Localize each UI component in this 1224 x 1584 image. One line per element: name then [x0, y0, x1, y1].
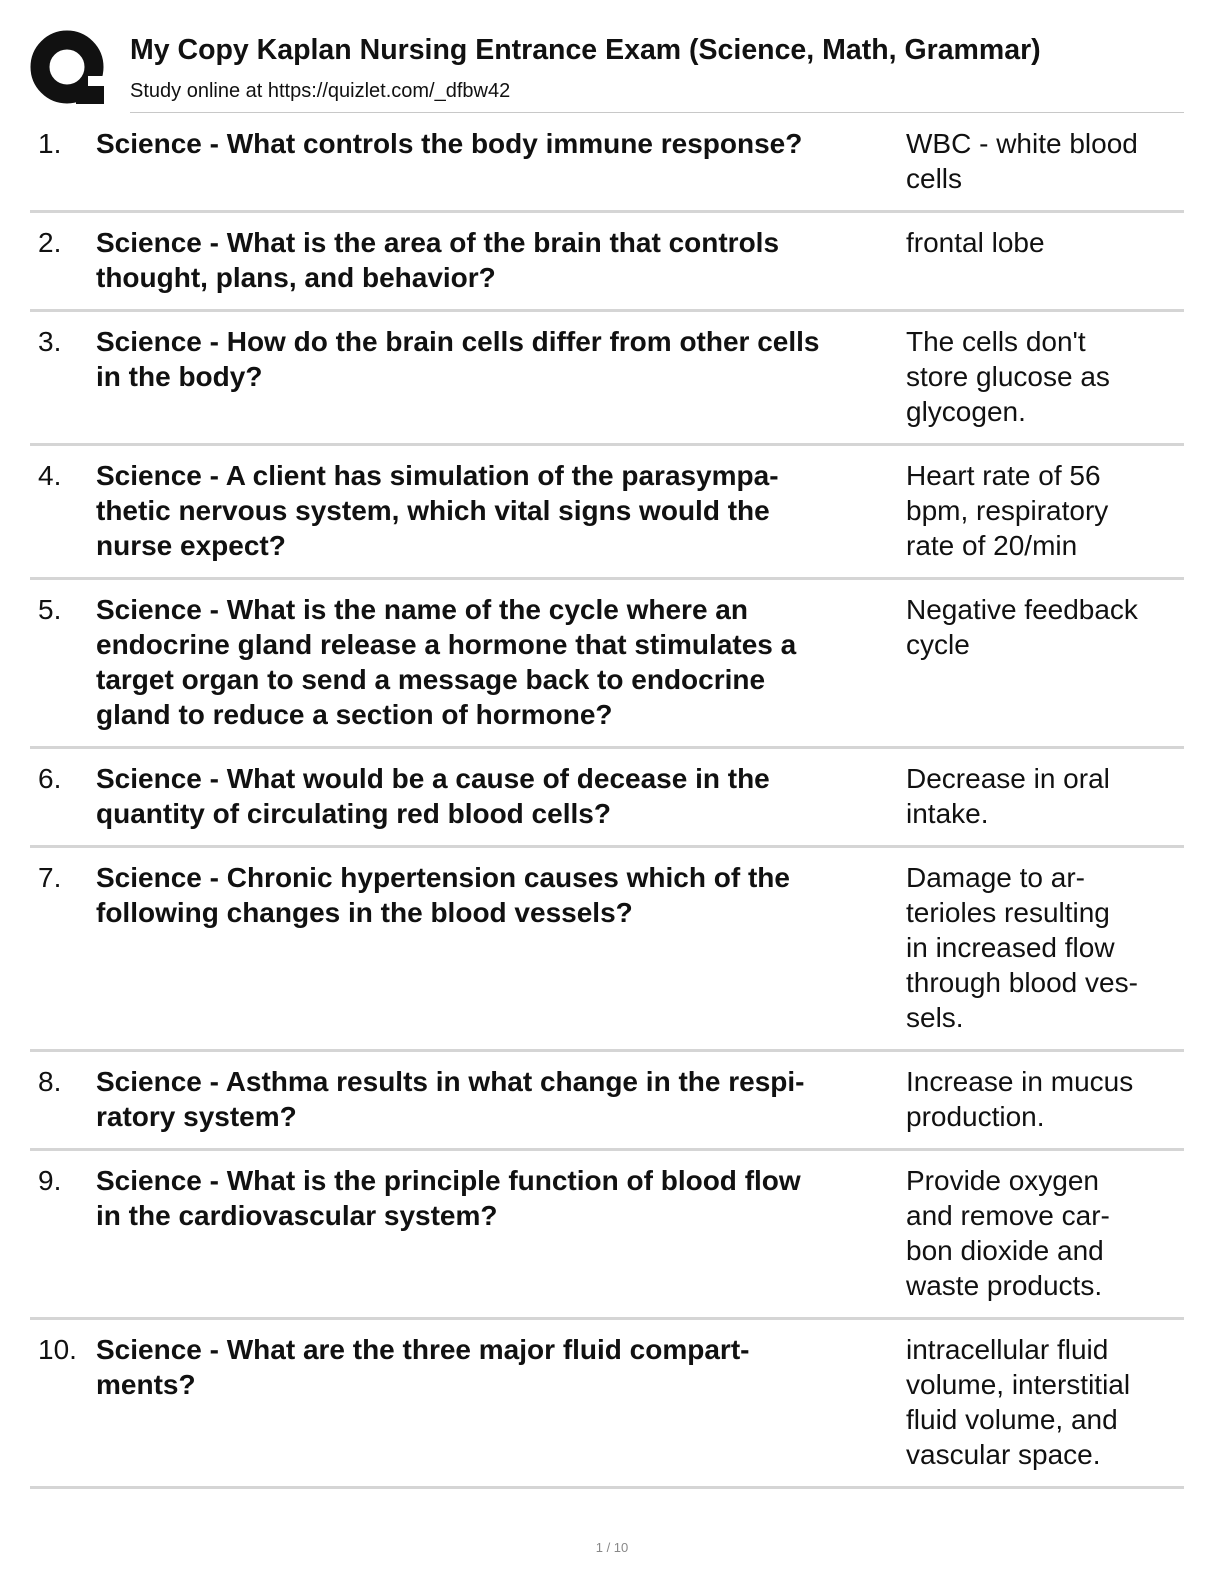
definition-line: WBC - white blood — [906, 128, 1138, 159]
study-online-link[interactable]: Study online at https://quizlet.com/_dfbw42 — [130, 80, 511, 102]
definition-line: cells — [906, 163, 963, 194]
flashcard-row — [30, 1052, 1184, 1151]
quizlet-q-logo-icon — [30, 30, 108, 108]
definition-line: fluid volume, and — [906, 1404, 1118, 1435]
term-line: nurse expect? — [96, 530, 286, 561]
term-line: following changes in the blood vessels? — [96, 897, 633, 928]
term-line: Science - What are the three major fluid compart- — [96, 1334, 750, 1365]
definition-line: volume, interstitial — [906, 1369, 1131, 1400]
definition-line: terioles resulting — [906, 897, 1110, 928]
definition-line: through blood ves- — [906, 967, 1138, 998]
flashcard-row — [30, 848, 1184, 1052]
card-number: 4. — [38, 460, 62, 491]
definition-line: cycle — [906, 629, 970, 660]
term-line: gland to reduce a section of hormone? — [96, 699, 613, 730]
term-line: target organ to send a message back to endocrine — [96, 664, 766, 695]
term-line: Science - What would be a cause of decease in the — [96, 763, 770, 794]
page-number: 1 / 10 — [595, 1540, 629, 1555]
definition-line: frontal lobe — [906, 227, 1045, 258]
term-line: in the body? — [96, 361, 263, 392]
definition-line: and remove car- — [906, 1200, 1110, 1231]
card-term — [96, 592, 906, 732]
card-definition — [906, 860, 1184, 1035]
term-line: Science - What is the area of the brain that controls — [96, 227, 780, 258]
document-title: My Copy Kaplan Nursing Entrance Exam (Science, Math, Grammar) — [130, 34, 1041, 66]
card-definition — [906, 324, 1184, 429]
card-number: 10. — [38, 1334, 77, 1365]
flashcard-row — [30, 114, 1184, 213]
card-number: 8. — [38, 1066, 62, 1097]
definition-line: production. — [906, 1101, 1045, 1132]
card-term — [96, 1332, 906, 1402]
definition-line: intake. — [906, 798, 989, 829]
definition-line: rate of 20/min — [906, 530, 1078, 561]
definition-line: Damage to ar- — [906, 862, 1085, 893]
card-definition — [906, 592, 1184, 662]
flashcard-row — [30, 1151, 1184, 1320]
definition-line: waste products. — [906, 1270, 1103, 1301]
definition-line: Decrease in oral — [906, 763, 1110, 794]
definition-line: Heart rate of 56 — [906, 460, 1101, 491]
card-number: 6. — [38, 763, 62, 794]
definition-line: bon dioxide and — [906, 1235, 1104, 1266]
card-term — [96, 1064, 906, 1134]
term-line: Science - What is the name of the cycle where an — [96, 594, 748, 625]
card-term — [96, 761, 906, 831]
card-number: 5. — [38, 594, 62, 625]
card-term — [96, 324, 906, 394]
term-line: ments? — [96, 1369, 196, 1400]
card-term — [96, 1163, 906, 1233]
flashcard-row — [30, 446, 1184, 580]
term-line: thought, plans, and behavior? — [96, 262, 496, 293]
definition-line: The cells don't — [906, 326, 1086, 357]
card-definition — [906, 225, 1184, 260]
card-term — [96, 860, 906, 930]
card-definition — [906, 761, 1184, 831]
term-line: Science - How do the brain cells differ from other cells — [96, 326, 820, 357]
header-divider — [130, 112, 1184, 113]
term-line: endocrine gland release a hormone that stimulates a — [96, 629, 797, 660]
flashcard-row — [30, 312, 1184, 446]
card-number: 1. — [38, 128, 62, 159]
definition-line: in increased flow — [906, 932, 1115, 963]
flashcard-row — [30, 580, 1184, 749]
card-definition — [906, 1332, 1184, 1472]
flashcard-row — [30, 749, 1184, 848]
card-number: 3. — [38, 326, 62, 357]
card-term — [96, 126, 906, 161]
card-number: 2. — [38, 227, 62, 258]
card-number: 9. — [38, 1165, 62, 1196]
definition-line: sels. — [906, 1002, 964, 1033]
definition-line: store glucose as — [906, 361, 1110, 392]
definition-line: vascular space. — [906, 1439, 1101, 1470]
term-line: Science - A client has simulation of the parasympa- — [96, 460, 779, 491]
term-line: quantity of circulating red blood cells? — [96, 798, 611, 829]
flashcard-list — [30, 114, 1184, 1489]
card-number: 7. — [38, 862, 62, 893]
card-definition — [906, 1163, 1184, 1303]
term-line: thetic nervous system, which vital signs would the — [96, 495, 770, 526]
term-line: Science - What controls the body immune response? — [96, 128, 803, 159]
card-definition — [906, 1064, 1184, 1134]
card-term — [96, 225, 906, 295]
flashcard-row — [30, 213, 1184, 312]
term-line: ratory system? — [96, 1101, 297, 1132]
definition-line: bpm, respiratory — [906, 495, 1109, 526]
flashcard-row — [30, 1320, 1184, 1489]
document-header — [30, 28, 1186, 114]
term-line: in the cardiovascular system? — [96, 1200, 498, 1231]
card-definition — [906, 458, 1184, 563]
term-line: Science - Chronic hypertension causes which of the — [96, 862, 790, 893]
term-line: Science - Asthma results in what change in the respi- — [96, 1066, 805, 1097]
card-definition — [906, 126, 1184, 196]
card-term — [96, 458, 906, 563]
definition-line: Provide oxygen — [906, 1165, 1100, 1196]
definition-line: intracellular fluid — [906, 1334, 1109, 1365]
definition-line: glycogen. — [906, 396, 1026, 427]
term-line: Science - What is the principle function of blood flow — [96, 1165, 801, 1196]
definition-line: Increase in mucus — [906, 1066, 1134, 1097]
definition-line: Negative feedback — [906, 594, 1138, 625]
